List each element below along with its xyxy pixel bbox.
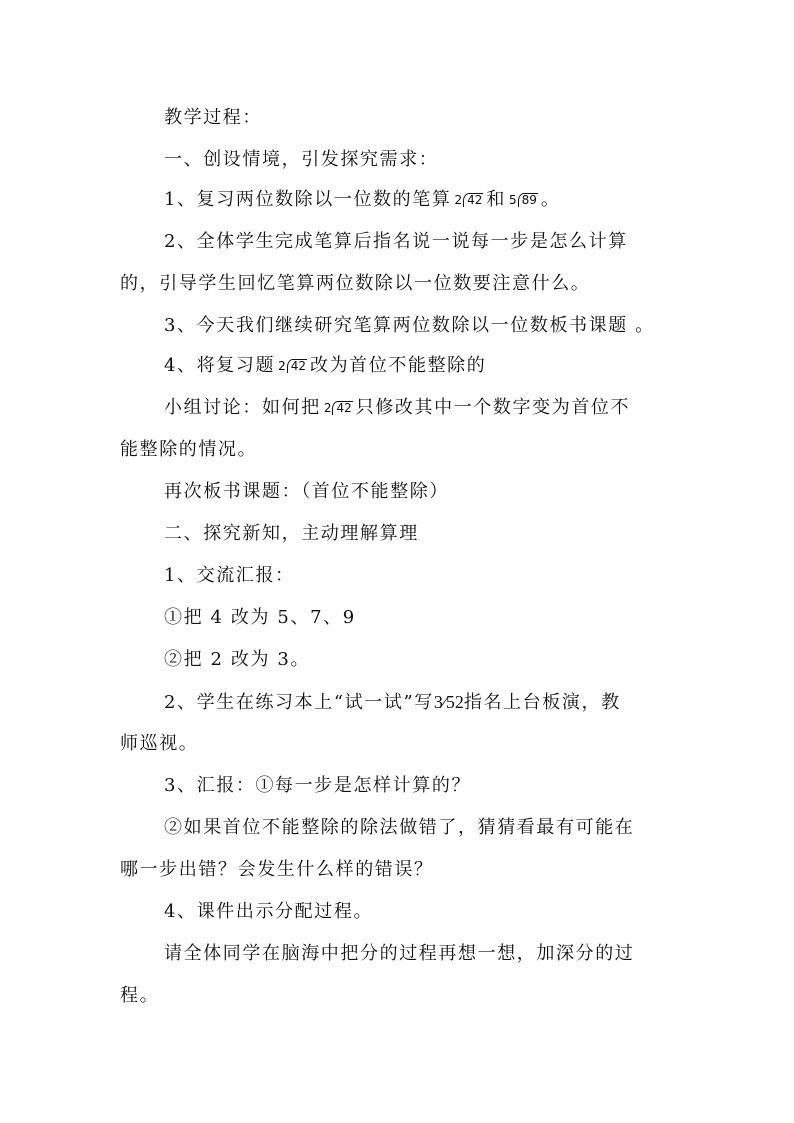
text-segment: 2、学生在练习本上“试一试”写 <box>164 692 434 713</box>
long-division-notation <box>454 188 483 212</box>
text-segment: 4、将复习题 <box>164 355 276 376</box>
long-division-notation <box>324 396 353 420</box>
text-segment: 小组讨论：如何把 <box>164 397 321 418</box>
paragraph-review <box>164 188 561 212</box>
text-segment: 1、复习两位数除以一位数的笔算 <box>164 189 452 210</box>
paragraph-line <box>164 354 486 378</box>
paragraph-line: 的，引导学生回忆笔算两位数除以一位数要注意什么。 <box>120 273 591 294</box>
paragraph-line: ②如果首位不能整除的除法做错了，猜猜看最有可能在 <box>164 817 635 838</box>
text-segment: 和 <box>486 189 506 210</box>
paragraph-line: 能整除的情况。 <box>120 439 258 460</box>
paragraph-line: 再次板书课题：（首位不能整除） <box>164 481 449 502</box>
paragraph-line: 哪一步出错？会发生什么样的错误？ <box>120 859 434 880</box>
text-segment: 改为首位不能整除的 <box>309 355 487 376</box>
paragraph-line: ①把 4 改为 5、7、9 <box>164 607 356 628</box>
dividend: 42 <box>332 401 352 415</box>
paragraph-line: 请全体同学在脑海中把分的过程再想一想，加深分的过 <box>164 943 635 964</box>
divisor: 2 <box>323 401 332 415</box>
paragraph-line: 师巡视。 <box>120 733 199 754</box>
paragraph-line: ②把 2 改为 3。 <box>164 649 311 670</box>
divisor: 2 <box>454 193 463 207</box>
paragraph-line <box>164 396 630 420</box>
paragraph-line: 3、今天我们继续研究笔算两位数除以一位数板书课题 。 <box>164 315 655 336</box>
text-segment: 指名上台板演，教 <box>463 692 621 713</box>
paragraph-line <box>164 690 621 715</box>
dividend: 42 <box>287 359 307 373</box>
heading-part-one: 一、创设情境，引发探究需求： <box>164 149 439 170</box>
paragraph-line: 3、汇报：①每一步是怎样计算的？ <box>164 775 472 796</box>
divisor: 5 <box>508 193 517 207</box>
paragraph-line: 2、全体学生完成笔算后指名说一说每一步是怎么计算 <box>164 231 628 252</box>
text-segment: 。 <box>540 189 561 210</box>
paragraph-line: 4、课件出示分配过程。 <box>164 901 374 922</box>
dividend: 42 <box>463 193 483 207</box>
text-segment: 只修改其中一个数字变为首位不 <box>355 397 631 418</box>
long-division-notation <box>278 354 307 378</box>
heading-part-two: 二、探究新知，主动理解算理 <box>164 523 419 544</box>
long-division-notation <box>509 188 538 212</box>
section-heading-teaching-process: 教学过程： <box>164 107 262 128</box>
division-expression: 3⁄52 <box>433 692 464 712</box>
dividend: 89 <box>518 193 538 207</box>
paragraph-line: 程。 <box>120 985 160 1006</box>
paragraph-line: 1、交流汇报： <box>164 565 295 586</box>
divisor: 2 <box>278 359 286 373</box>
